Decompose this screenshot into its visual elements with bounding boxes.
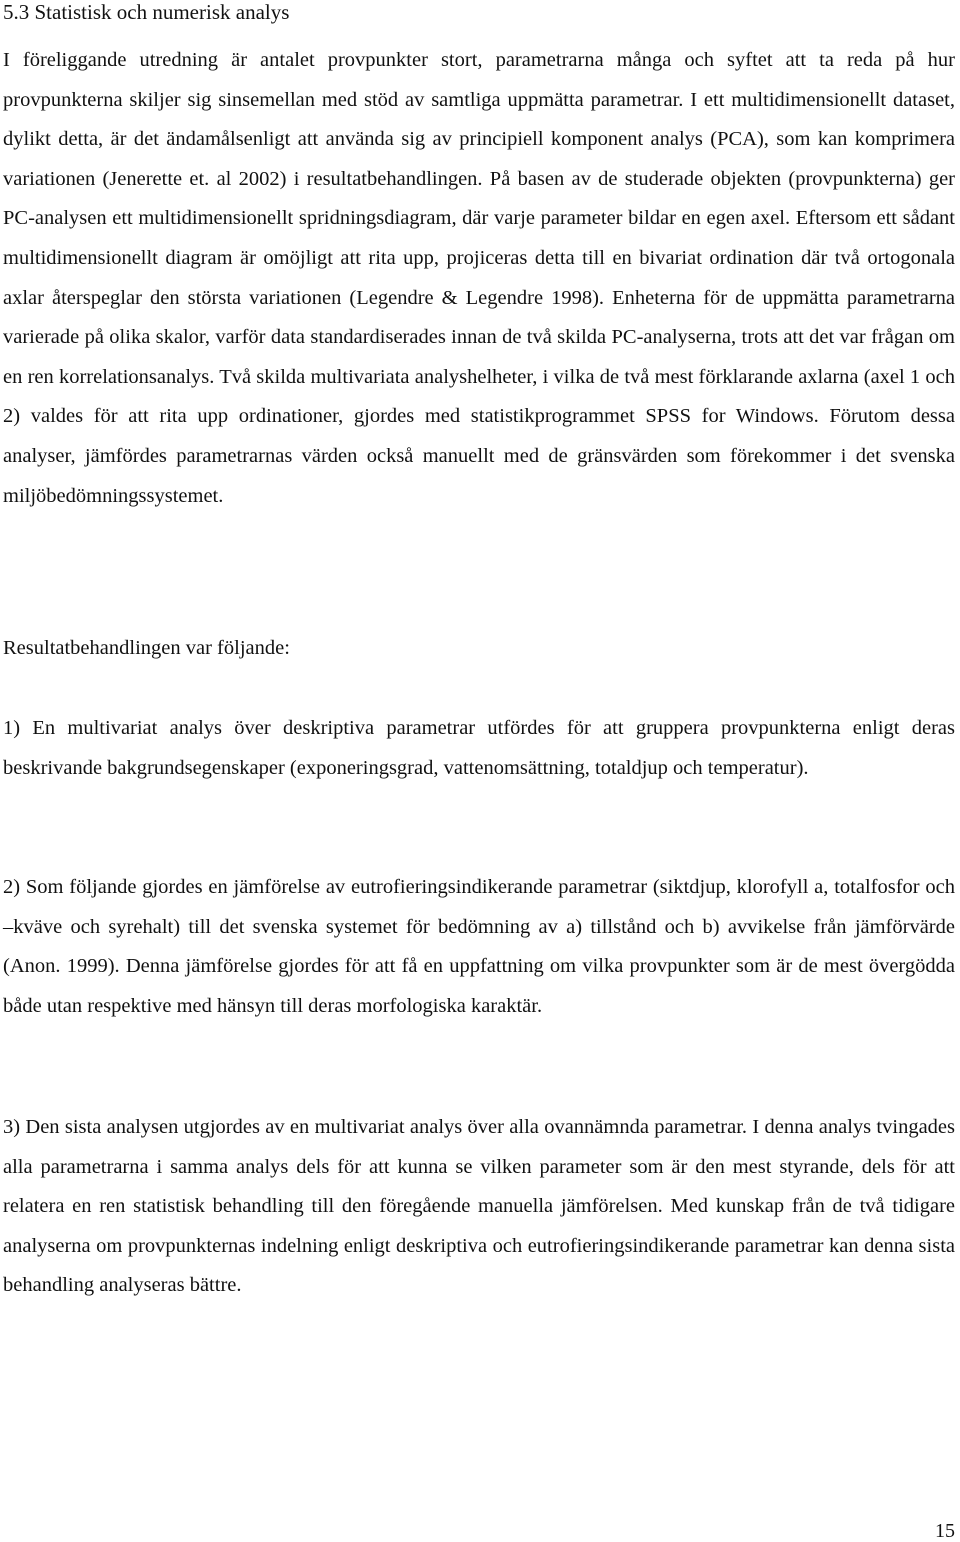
section-heading: 5.3 Statistisk och numerisk analys <box>3 0 290 24</box>
intro-paragraph: I föreliggande utredning är antalet provpunkter stort, parametrarna många och syftet att ta reda på hur provpunkterna skiljer sig sinsemellan med stöd av samtliga uppmätta parametrar. I ett multidimensionellt dataset, dylikt detta, är det ändamålsenligt att använda sig av principiell komponent analys (PCA), som kan komprimera variationen (Jenerette et. al 2002) i resultatbehandlingen. På basen av de studerade objekten (provpunkterna) ger PC-analysen ett multidimensionellt spridningsdiagram, där varje parameter bildar en egen axel. Eftersom ett sådant multidimensionellt diagram är omöjligt att rita upp, projiceras detta till en bivariat ordination där två ortogonala axlar återspeglar den största variationen (Legendre & Legendre 1998). Enheterna för de uppmätta parametrarna varierade på olika skalor, varför data standardiserades innan de två skilda PC-analyserna, trots att det var frågan om en ren korrelationsanalys. Två skilda multivariata analyshelheter, i vilka de två mest förklarande axlarna (axel 1 och 2) valdes för att rita upp ordinationer, gjordes med statistikprogrammet SPSS for Windows. Förutom dessa analyser, jämfördes parametrarnas värden också manuellt med de gränsvärden som förekommer i det svenska miljöbedömningssystemet. <box>3 49 955 507</box>
page-number: 15 <box>935 1520 955 1542</box>
list-item-2: 2) Som följande gjordes en jämförelse av eutrofieringsindikerande parametrar (siktdjup, klorofyll a, totalfosfor och –kväve och syrehalt) till det svenska systemet för bedömning av a) tillstånd och b) avvikelse från jämförvärde (Anon. 1999). Denna jämförelse gjordes för att få en uppfattning om vilka provpunkter som är de mest övergödda både utan respektive med hänsyn till deras morfologiska karaktär. <box>3 876 955 1017</box>
list-item-1: 1) En multivariat analys över deskriptiva parametrar utfördes för att gruppera provpunkterna enligt deras beskrivande bakgrundsegenskaper (exponeringsgrad, vattenomsättning, totaldjup och temperatur). <box>3 717 955 779</box>
list-item-3: 3) Den sista analysen utgjordes av en multivariat analys över alla ovannämnda parametrar. I denna analys tvingades alla parametrarna i samma analys dels för att kunna se vilken parameter som är den mest styrande, dels för att relatera en ren statistisk behandling till den föregående manuella jämförelsen. Med kunskap från de två tidigare analyserna om provpunkternas indelning enligt deskriptiva och eutrofieringsindikerande parametrar kan denna sista behandling analyseras bättre. <box>3 1116 955 1297</box>
results-intro: Resultatbehandlingen var följande: <box>3 637 290 659</box>
